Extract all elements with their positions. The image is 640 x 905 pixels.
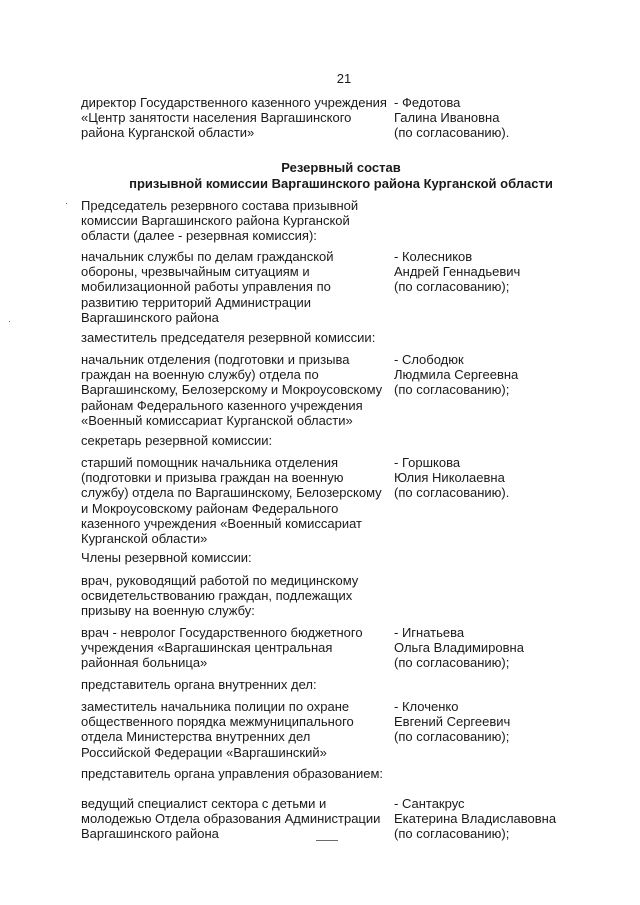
label-deputy: заместитель председателя резервной комиссии: (81, 330, 376, 345)
entry-position: ведущий специалист сектора с детьми и молодежью Отдела образования Администрации Варгашинского района (81, 796, 381, 842)
page-number: 21 (336, 71, 352, 86)
entry-person: - Сантакрус Екатерина Владиславовна (по согласованию); (394, 796, 557, 842)
entry-person: - Горшкова Юлия Николаевна (по согласованию). (394, 455, 510, 501)
entry-position: старший помощник начальника отделения (подготовки и призыва граждан на военную службу) отдела по Варгашинскому, Белозерскому и Мокроусовскому районам Федерального казенного учреждения «Военный комиссариат Курганской области» (81, 455, 382, 547)
entry-position: директор Государственного казенного учреждения «Центр занятости населения Варгашинского района Курганской области» (81, 95, 387, 141)
label-police-rep: представитель органа внутренних дел: (81, 677, 317, 692)
entry-person: - Игнатьева Ольга Владимировна (по согласованию); (394, 625, 524, 671)
entry-position: начальник отделения (подготовки и призыва граждан на военную службу) отдела по Варгашинскому, Белозерскому и Мокроусовскому районам Федерального казенного учреждения «Военный комиссариат Курганской области» (81, 352, 383, 428)
scan-mark (316, 840, 338, 841)
label-education-rep: представитель органа управления образованием: (81, 766, 384, 781)
entry-person: - Клоченко Евгений Сергеевич (по согласованию); (394, 699, 511, 745)
scan-dot (9, 321, 10, 322)
chairman-intro: Председатель резервного состава призывной комиссии Варгашинского района Курганской области (далее - резервная комиссия): (81, 198, 359, 244)
entry-person: - Колесников Андрей Геннадьевич (по согласованию); (394, 249, 521, 295)
entry-person: - Федотова Галина Ивановна (по согласованию). (394, 95, 510, 141)
label-secretary: секретарь резервной комиссии: (81, 433, 273, 448)
scan-dot (66, 203, 67, 204)
entry-position: начальник службы по делам гражданской обороны, чрезвычайным ситуациям и мобилизационной работы управления по развитию территорий Администрации Варгашинского района (81, 249, 334, 325)
section-heading: Резервный состав призывной комиссии Варгашинского района Курганской области (129, 160, 553, 191)
label-doctor-role: врач, руководящий работой по медицинскому освидетельствованию граждан, подлежащих призыву на военную службу: (81, 573, 359, 619)
label-members: Члены резервной комиссии: (81, 550, 252, 565)
entry-position: врач - невролог Государственного бюджетного учреждения «Варгашинская центральная районная больница» (81, 625, 363, 671)
entry-person: - Слободюк Людмила Сергеевна (по согласованию); (394, 352, 519, 398)
entry-position: заместитель начальника полиции по охране общественного порядка межмуниципального отдела Министерства внутренних дел Российской Федерации «Варгашинский» (81, 699, 354, 760)
